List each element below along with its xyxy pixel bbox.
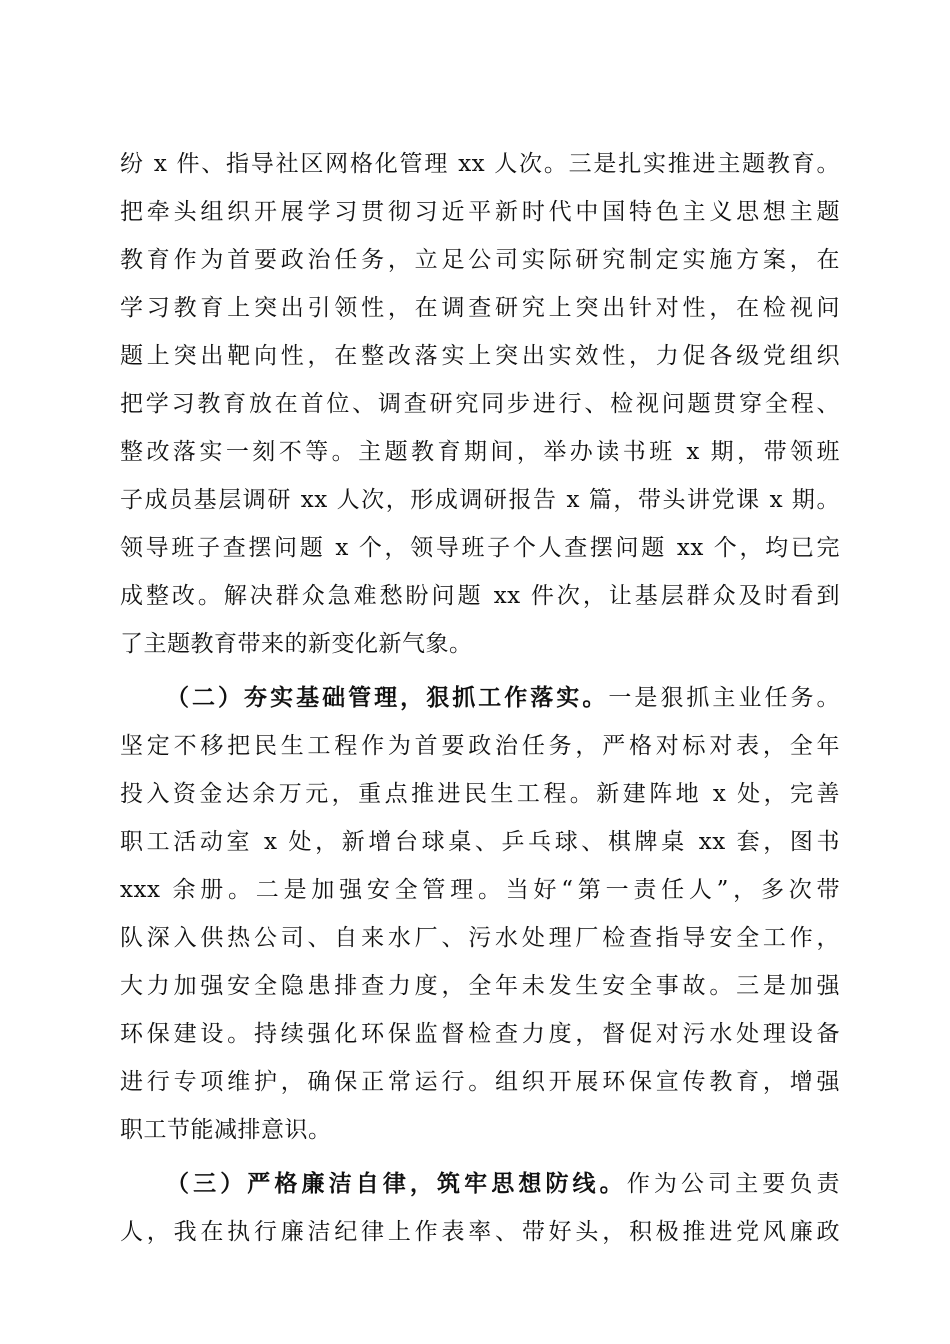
- paragraph-2: [120, 674, 840, 1154]
- section-heading: （三）严格廉洁自律，筑牢思想防线。: [166, 1170, 627, 1197]
- document-body: [120, 140, 840, 1256]
- text-line: 职工活动室 x 处，新增台球桌、乒乓球、棋牌桌 xx 套，图书: [120, 829, 840, 855]
- text-line: 队深入供热公司、自来水厂、污水处理厂检查指导安全工作，: [120, 925, 840, 951]
- paragraph-3: [120, 1160, 840, 1256]
- text-line: 纷 x 件、指导社区网格化管理 xx 人次。三是扎实推进主题教育。: [120, 151, 840, 177]
- text-line: 投入资金达余万元，重点推进民生工程。新建阵地 x 处，完善: [120, 781, 840, 807]
- text-line: 把牵头组织开展学习贯彻习近平新时代中国特色主义思想主题: [120, 199, 840, 225]
- text-line: 坚定不移把民生工程作为首要政治任务，严格对标对表，全年: [120, 733, 840, 759]
- text-line: xxx 余册。二是加强安全管理。当好“第一责任人”，多次带: [120, 877, 840, 903]
- text-line: 题上突出靶向性，在整改落实上突出实效性，力促各级党组织: [120, 343, 840, 369]
- paragraph-1: [120, 140, 840, 668]
- text-line: 整改落实一刻不等。主题教育期间，举办读书班 x 期，带领班: [120, 439, 840, 465]
- section-heading-line: [120, 674, 840, 722]
- text-line: 学习教育上突出引领性，在调查研究上突出针对性，在检视问: [120, 295, 840, 321]
- text-line: 进行专项维护，确保正常运行。组织开展环保宣传教育，增强: [120, 1069, 840, 1095]
- text-line: 了主题教育带来的新变化新气象。: [120, 631, 473, 657]
- heading-line-text: 一是狠抓主业任务。: [608, 685, 841, 711]
- text-line: 环保建设。持续强化环保监督检查力度，督促对污水处理设备: [120, 1021, 840, 1047]
- text-line: 领导班子查摆问题 x 个，领导班子个人查摆问题 xx 个，均已完: [120, 535, 840, 561]
- text-line: 把学习教育放在首位、调查研究同步进行、检视问题贯穿全程、: [120, 391, 840, 417]
- text-line: 职工节能减排意识。: [120, 1117, 332, 1143]
- text-line: 成整改。解决群众急难愁盼问题 xx 件次，让基层群众及时看到: [120, 583, 840, 609]
- heading-line-text: 作为公司主要负责: [626, 1171, 841, 1197]
- text-line: 人，我在执行廉洁纪律上作表率、带好头，积极推进党风廉政: [120, 1219, 840, 1245]
- text-line: 子成员基层调研 xx 人次，形成调研报告 x 篇，带头讲党课 x 期。: [120, 487, 840, 513]
- section-heading-line: [120, 1160, 840, 1208]
- text-line: 教育作为首要政治任务，立足公司实际研究制定实施方案，在: [120, 247, 840, 273]
- text-line: 大力加强安全隐患排查力度，全年未发生安全事故。三是加强: [120, 973, 840, 999]
- section-heading: （二）夯实基础管理，狠抓工作落实。: [166, 684, 609, 711]
